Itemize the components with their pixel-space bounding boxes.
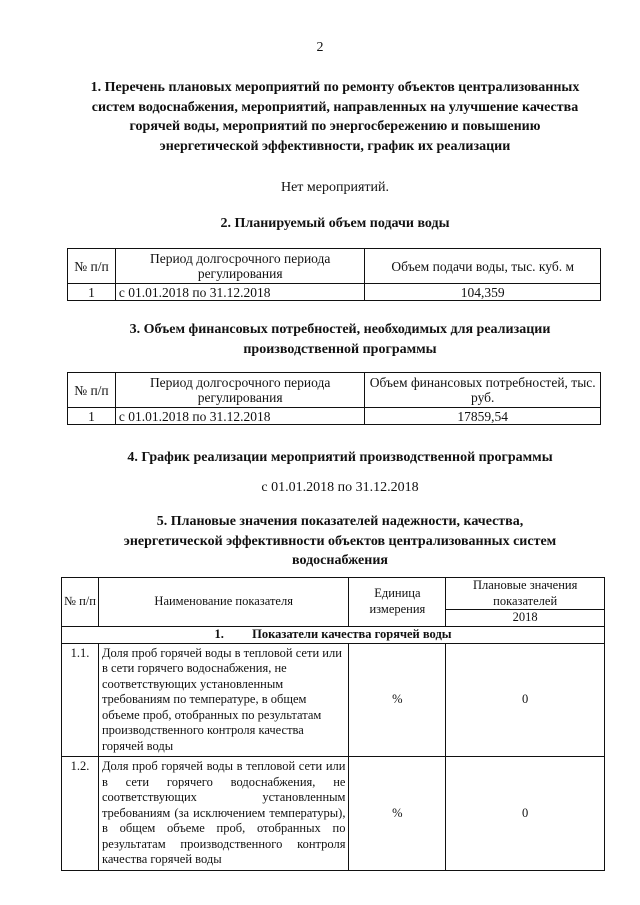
section3-title: 3. Объем финансовых потребностей, необходимых для реализации производственной программы — [129, 322, 551, 357]
table-row — [62, 643, 605, 757]
table-header-row — [68, 249, 601, 284]
group-label: Показатели качества горячей воды — [252, 626, 452, 641]
header-value: Объем подачи воды, тыс. куб. м — [365, 249, 601, 284]
header-value: Объем финансовых потребностей, тыс. руб. — [365, 373, 601, 408]
row-name: Доля проб горячей воды в тепловой сети или в сети горячего водоснабжения, не соответствующих установленным требованиям по температуре, в общем объеме проб, отобранных по результатам производственного контроля качества горячей воды — [98, 643, 349, 757]
row-name: Доля проб горячей воды в тепловой сети или в сети горячего водоснабжения, не соответствующих установленным требованиям (за исключением температуры), в общем объеме проб, отобранных по результатам производственного контроля качества горячей воды — [98, 757, 349, 871]
header-num: № п/п — [62, 578, 99, 627]
row-num: 1.1. — [62, 643, 99, 757]
row-unit: % — [349, 643, 446, 757]
section1-note: Нет мероприятий. — [280, 180, 390, 195]
table-row — [68, 408, 601, 425]
header-num: № п/п — [68, 249, 116, 284]
row-value: 0 — [446, 757, 605, 871]
table-group-row — [62, 626, 605, 643]
header-period: Период долгосрочного периода регулирования — [115, 373, 365, 408]
row-num: 1.2. — [62, 757, 99, 871]
group-num: 1. — [214, 626, 224, 641]
section1-title: 1. Перечень плановых мероприятий по ремонту объектов централизованных систем водоснабжения, мероприятий, направленных на улучшение качества горячей воды, мероприятий по энергосбережению и повышению энергетической эффективности, график их реализации — [90, 80, 580, 154]
header-name: Наименование показателя — [98, 578, 349, 627]
row-value: 0 — [446, 643, 605, 757]
section4-period: с 01.01.2018 по 31.12.2018 — [261, 480, 419, 495]
section2-title: 2. Планируемый объем подачи воды — [220, 216, 450, 231]
header-planned: Плановые значения показателей — [446, 578, 605, 610]
row-period: с 01.01.2018 по 31.12.2018 — [115, 284, 365, 301]
group-title — [62, 626, 605, 643]
page-number: 2 — [316, 40, 324, 55]
row-value: 17859,54 — [365, 408, 601, 425]
section4-title: 4. График реализации мероприятий производственной программы — [127, 450, 553, 465]
row-num: 1 — [68, 284, 116, 301]
row-period: с 01.01.2018 по 31.12.2018 — [115, 408, 365, 425]
indicators-table — [61, 577, 605, 871]
finance-table — [67, 372, 601, 425]
section5-title: 5. Плановые значения показателей надежности, качества, энергетической эффективности объектов централизованных систем водоснабжения — [123, 514, 557, 568]
row-num: 1 — [68, 408, 116, 425]
header-num: № п/п — [68, 373, 116, 408]
header-unit: Единица измерения — [349, 578, 446, 627]
table-header-row — [68, 373, 601, 408]
table-row — [62, 757, 605, 871]
header-year: 2018 — [446, 610, 605, 627]
row-unit: % — [349, 757, 446, 871]
row-value: 104,359 — [365, 284, 601, 301]
table-row — [68, 284, 601, 301]
header-period: Период долгосрочного периода регулирования — [115, 249, 365, 284]
water-supply-table — [67, 248, 601, 301]
table-header-row — [62, 578, 605, 610]
